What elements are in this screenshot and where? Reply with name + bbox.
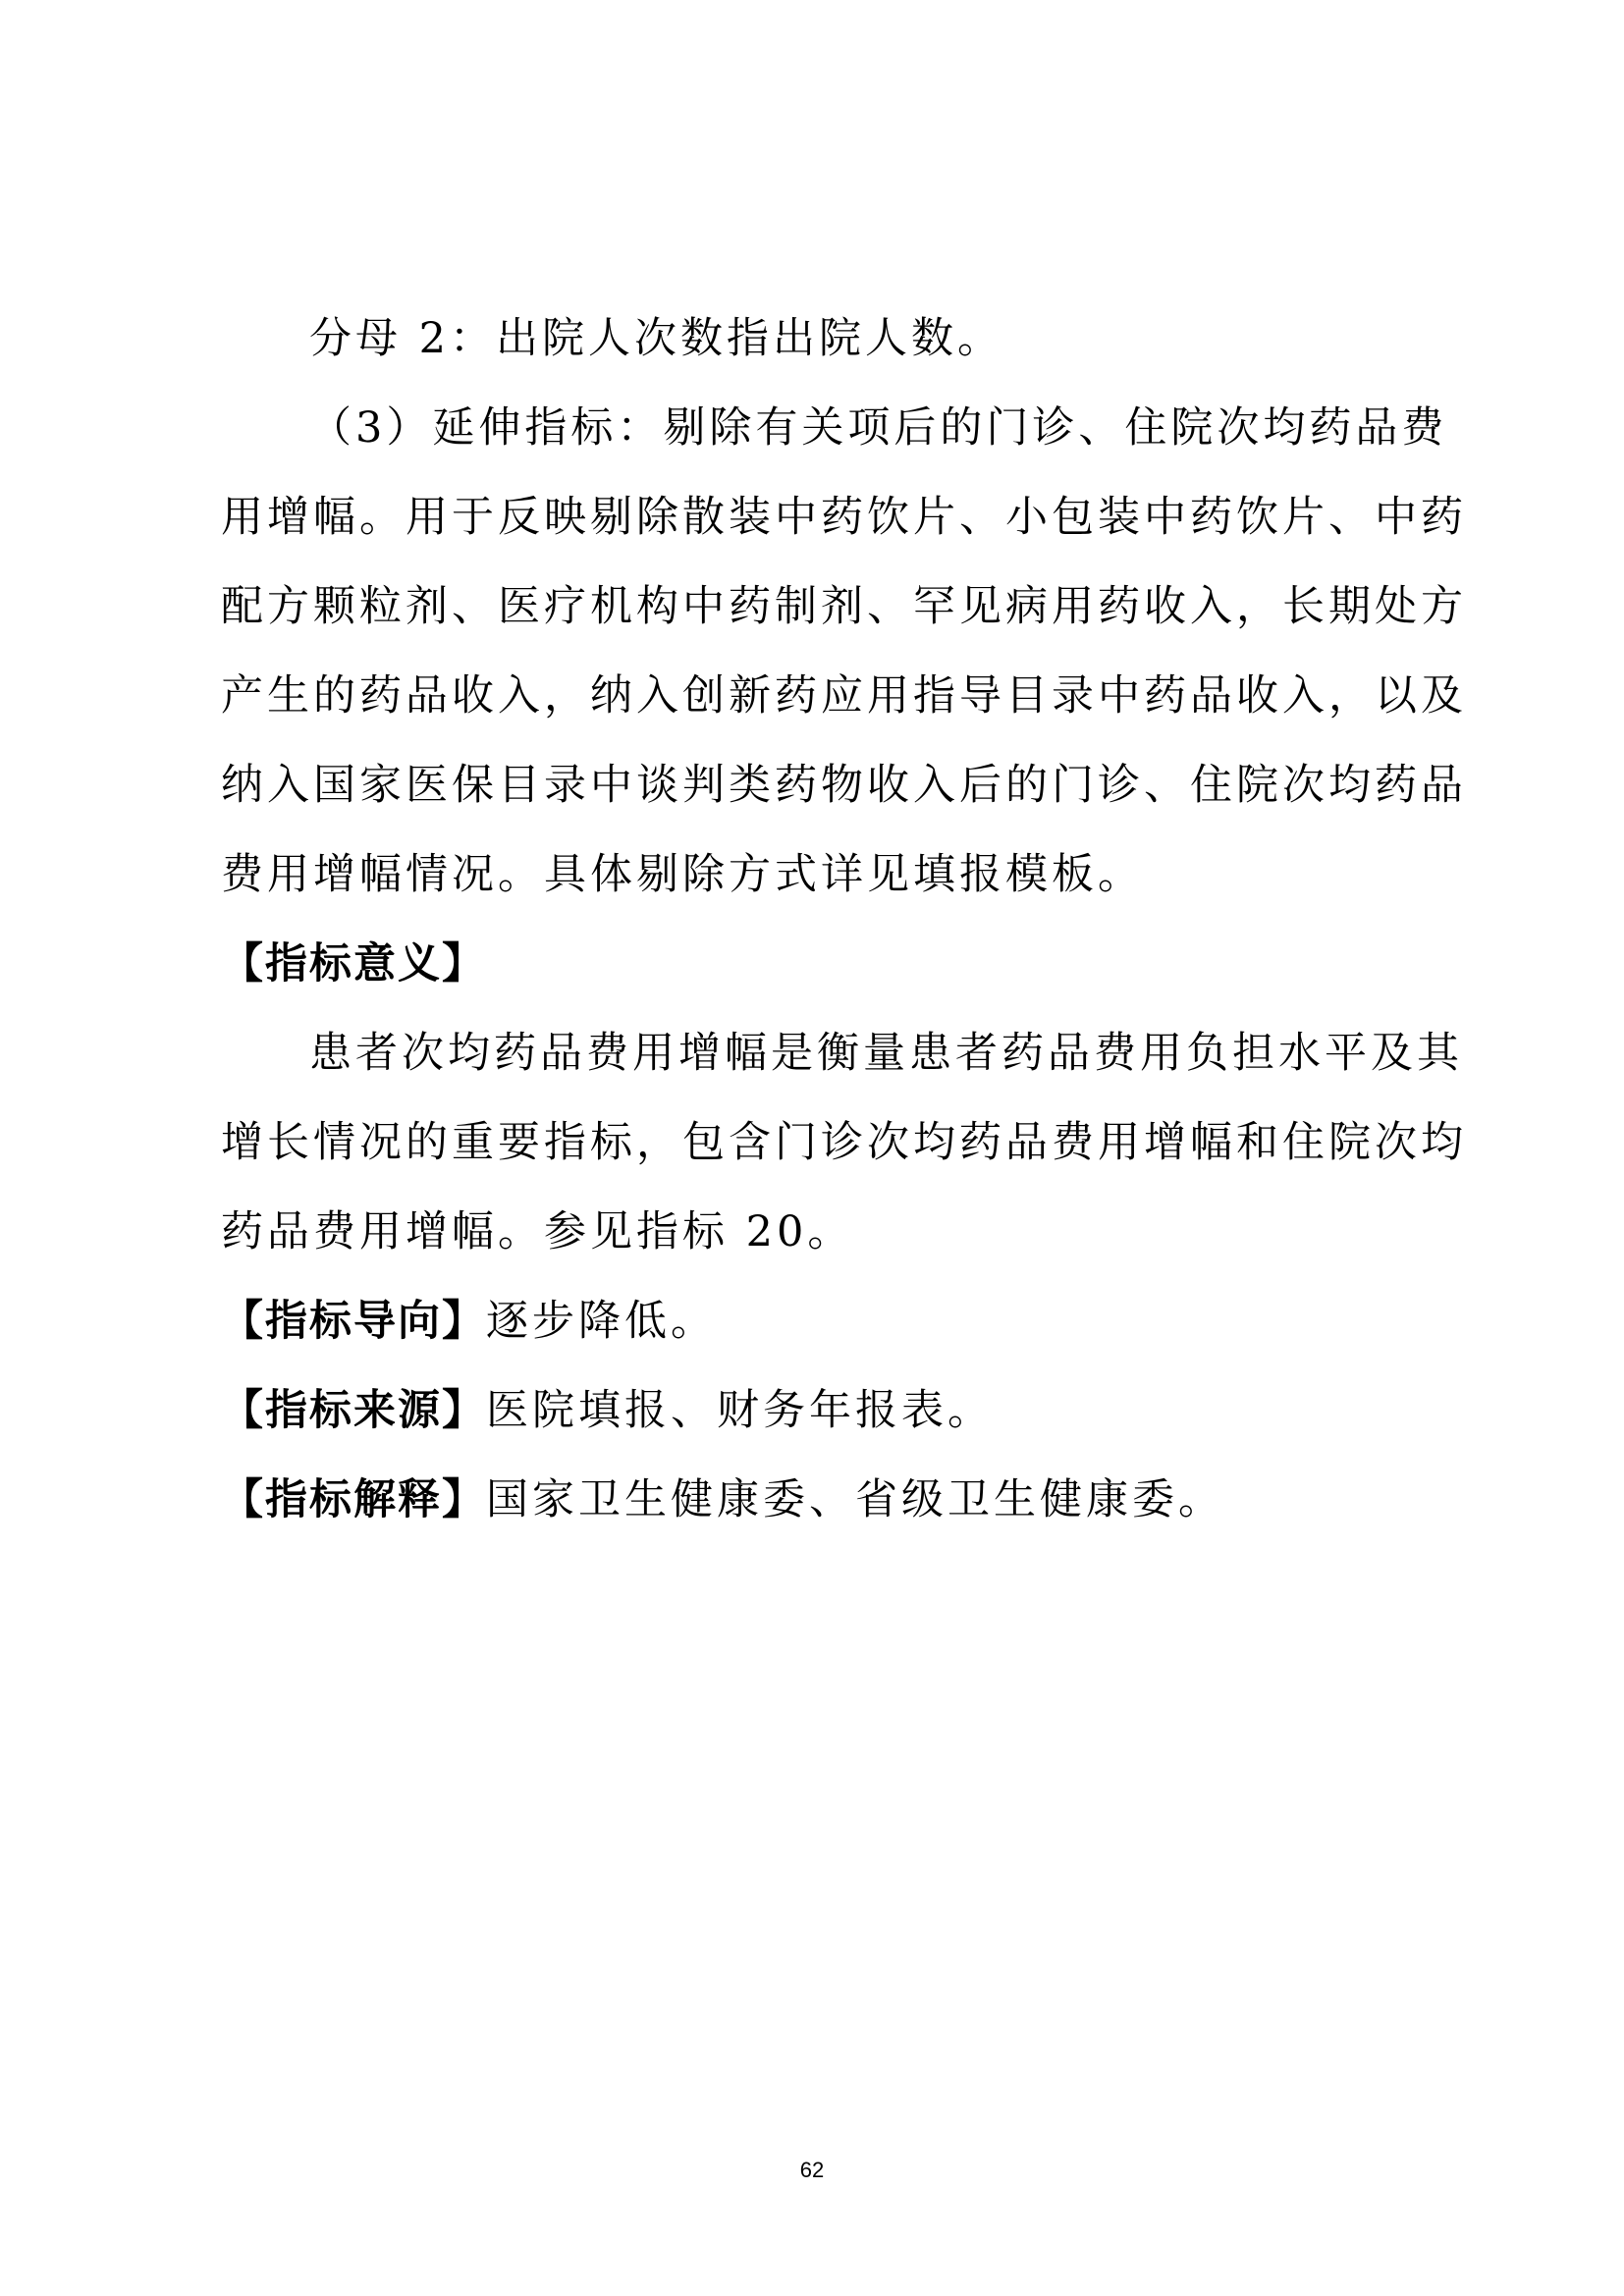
indicator-meaning-line-3: 药品费用增幅。参见指标 20。	[221, 1207, 854, 1256]
extended-indicator-line-3: 配方颗粒剂、医疗机构中药制剂、罕见病用药收入，长期处方	[221, 582, 1467, 631]
extended-indicator-line-2: 用增幅。用于反映剔除散装中药饮片、小包装中药饮片、中药	[221, 493, 1467, 542]
indicator-meaning-heading-row	[221, 920, 1409, 1009]
indicator-meaning-heading: 【指标意义】	[221, 939, 486, 988]
extended-indicator-line-4: 产生的药品收入，纳入创新药应用指导目录中药品收入，以及	[221, 671, 1467, 721]
indicator-meaning-line-1: 患者次均药品费用增幅是衡量患者药品费用负担水平及其	[309, 1029, 1463, 1078]
indicator-direction-heading: 【指标导向】	[221, 1297, 486, 1346]
extended-indicator-paragraph	[221, 384, 1467, 920]
indicator-direction-line	[221, 1277, 1409, 1366]
indicator-source-line	[221, 1366, 1409, 1456]
indicator-interpretation-heading: 【指标解释】	[221, 1475, 486, 1524]
indicator-interpretation-row	[221, 1456, 1409, 1545]
denominator-2-line: 分母 2：出院人次数指出院人数。	[309, 314, 1004, 363]
page-content	[221, 294, 1467, 1545]
indicator-source-heading: 【指标来源】	[221, 1386, 486, 1435]
indicator-source-row	[221, 1366, 1409, 1456]
indicator-source-text: 医院填报、财务年报表。	[486, 1386, 994, 1435]
indicator-meaning-line-2: 增长情况的重要指标，包含门诊次均药品费用增幅和住院次均	[221, 1118, 1467, 1167]
denominator-2-paragraph	[221, 294, 1409, 384]
page-number: 62	[799, 2158, 825, 2182]
indicator-interpretation-line	[221, 1456, 1409, 1545]
extended-indicator-line-1: （3）延伸指标：剔除有关项后的门诊、住院次均药品费	[309, 403, 1448, 453]
indicator-direction-text: 逐步降低。	[486, 1297, 717, 1346]
indicator-direction-row	[221, 1277, 1409, 1366]
extended-indicator-line-6: 费用增幅情况。具体剔除方式详见填报模板。	[221, 850, 1144, 899]
indicator-meaning-paragraph	[221, 1009, 1467, 1277]
extended-indicator-line-5: 纳入国家医保目录中谈判类药物收入后的门诊、住院次均药品	[221, 761, 1467, 810]
indicator-interpretation-text: 国家卫生健康委、省级卫生健康委。	[486, 1475, 1224, 1524]
